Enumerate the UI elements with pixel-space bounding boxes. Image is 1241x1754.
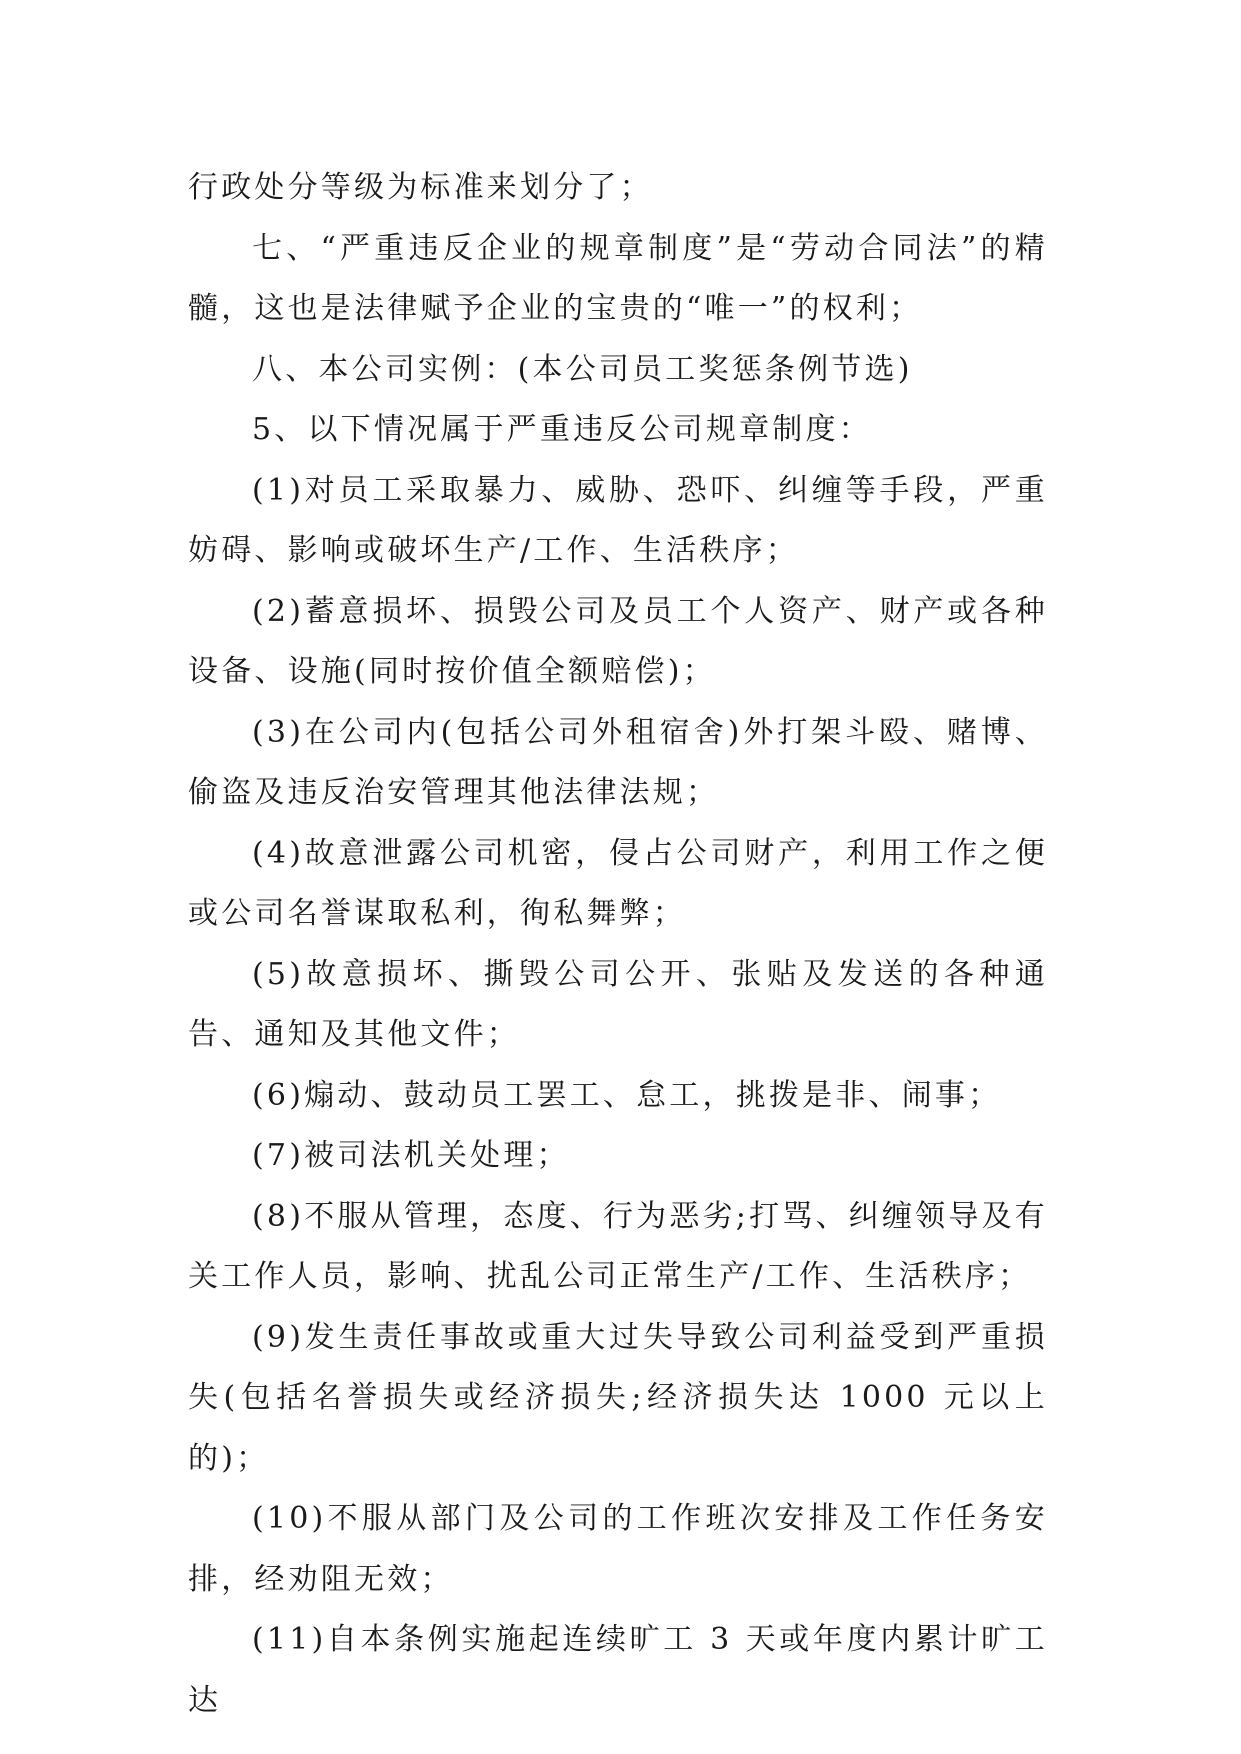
paragraph-continuation: 行政处分等级为标准来划分了；: [188, 170, 653, 205]
paragraph-section-5: 5、以下情况属于严重违反公司规章制度：: [252, 412, 872, 447]
list-item-6: (6)煽动、鼓动员工罢工、怠工，挑拨是非、闹事；: [252, 1077, 1002, 1113]
list-item-2: (2)蓄意损坏、损毁公司及员工个人资产、财产或各种设备、设施(同时按价值全额赔偿)；: [188, 593, 1048, 689]
list-item-11: (11)自本条例实施起连续旷工 3 天或年度内累计旷工达: [188, 1622, 1048, 1718]
list-item-8: (8)不服从管理，态度、行为恶劣;打骂、纠缠领导及有关工作人员，影响、扰乱公司正常生产/工作、生活秩序；: [188, 1198, 1048, 1294]
list-item-7: (7)被司法机关处理；: [252, 1138, 570, 1173]
list-item-4: (4)故意泄露公司机密，侵占公司财产，利用工作之便或公司名誉谋取私利，徇私舞弊；: [188, 835, 1048, 931]
list-item-1: (1)对员工采取暴力、威胁、恐吓、纠缠等手段，严重妨碍、影响或破坏生产/工作、生活秩序；: [188, 472, 1048, 568]
list-item-10: (10)不服从部门及公司的工作班次安排及工作任务安排，经劝阻无效；: [188, 1501, 1048, 1597]
paragraph-item-7: 七、“严重违反企业的规章制度”是“劳动合同法”的精髓，这也是法律赋予企业的宝贵的“唯一”的权利；: [188, 230, 1048, 326]
list-item-3: (3)在公司内(包括公司外租宿舍)外打架斗殴、赌博、偷盗及违反治安管理其他法律法规；: [188, 714, 1048, 810]
list-item-5: (5)故意损坏、撕毁公司公开、张贴及发送的各种通告、通知及其他文件；: [188, 956, 1048, 1052]
list-item-9: (9)发生责任事故或重大过失导致公司利益受到严重损失(包括名誉损失或经济损失;经济损失达 1000 元以上的)；: [188, 1319, 1048, 1476]
document-body: [188, 158, 1048, 1731]
paragraph-item-8: 八、本公司实例：(本公司员工奖惩条例节选): [252, 351, 913, 387]
